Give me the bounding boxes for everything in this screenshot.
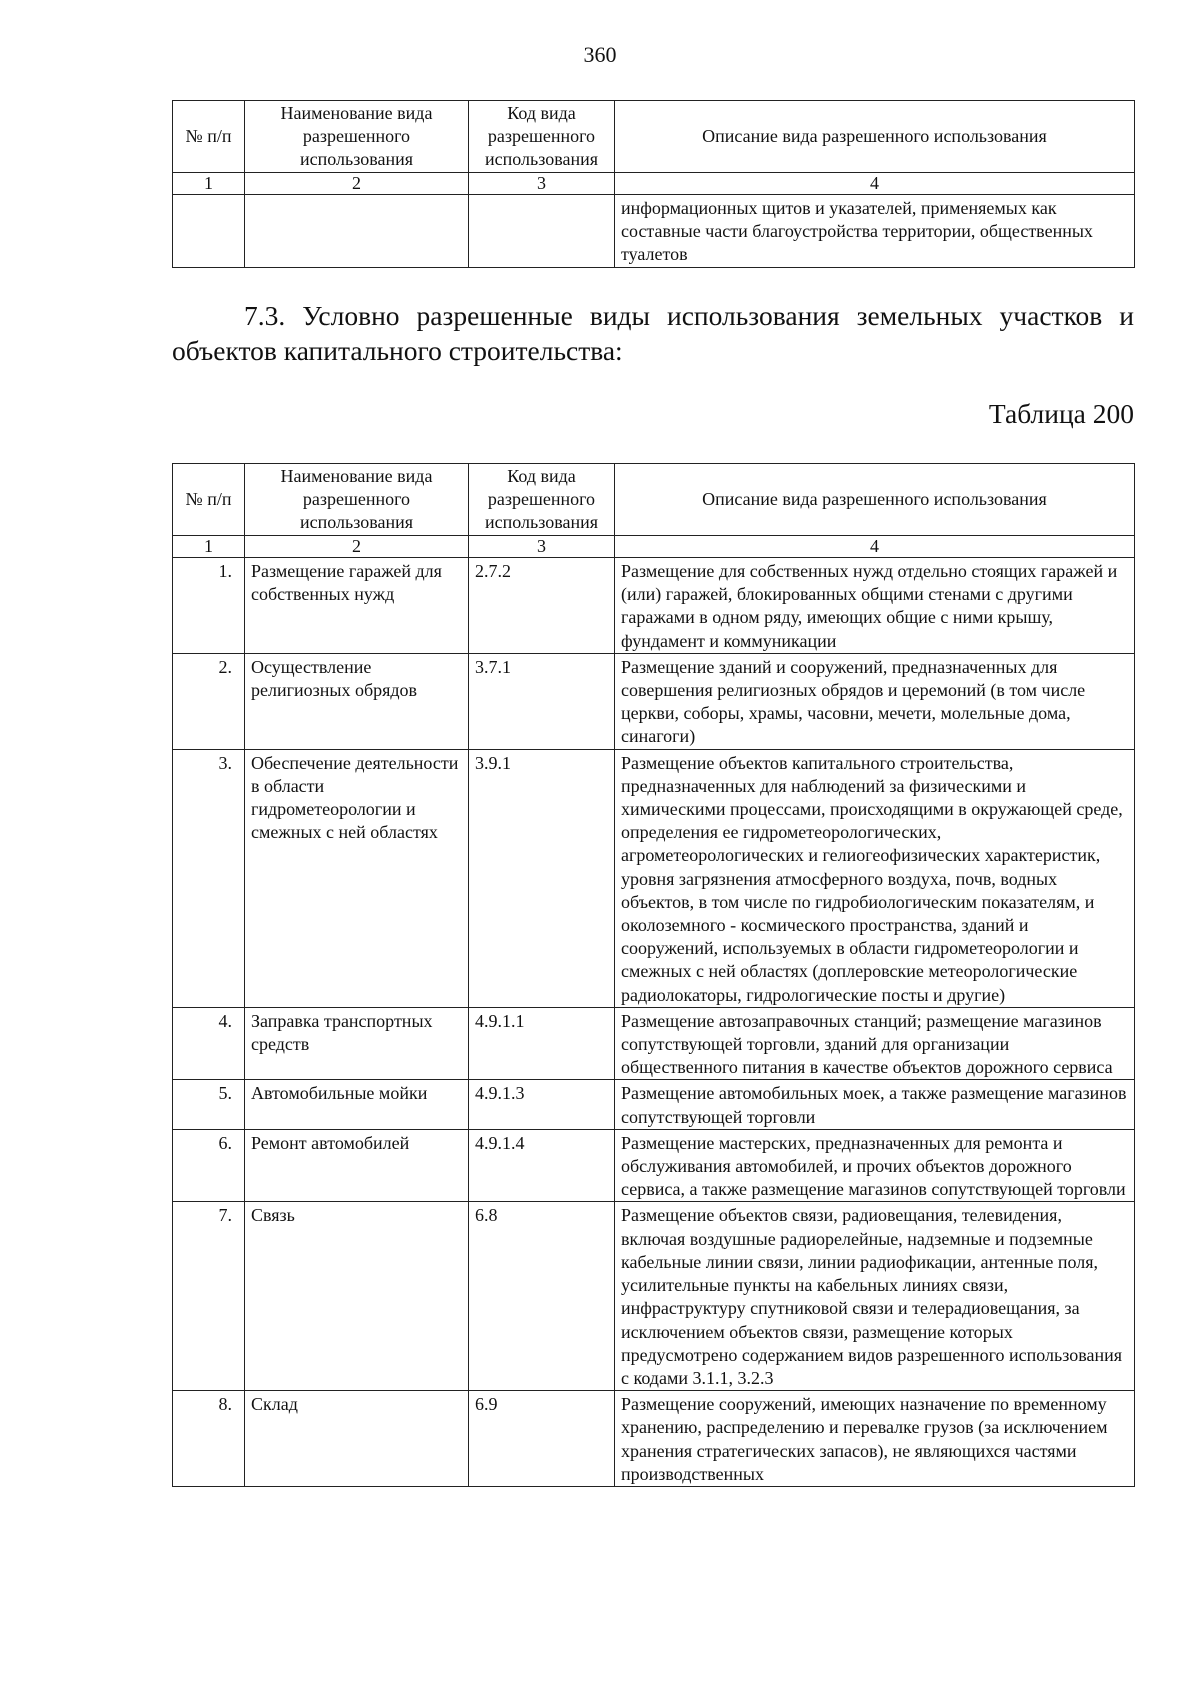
row-name: Осуществление религиозных обрядов bbox=[245, 653, 469, 749]
row-num: 3. bbox=[173, 749, 245, 1007]
row-num: 6. bbox=[173, 1129, 245, 1202]
column-number-row bbox=[173, 173, 1135, 195]
row-description: Размещение автозаправочных станций; размещение магазинов сопутствующей торговли, зданий для организации общественного питания в качестве объектов дорожного сервиса bbox=[615, 1007, 1135, 1080]
row-name: Ремонт автомобилей bbox=[245, 1129, 469, 1202]
row-code: 4.9.1.1 bbox=[469, 1007, 615, 1080]
row-description: Размещение зданий и сооружений, предназначенных для совершения религиозных обрядов и церемоний (в том числе церкви, соборы, храмы, часовни, мечети, молельные дома, синагоги) bbox=[615, 653, 1135, 749]
column-number: 1 bbox=[173, 536, 245, 558]
row-name: Автомобильные мойки bbox=[245, 1080, 469, 1129]
row-code: 4.9.1.4 bbox=[469, 1129, 615, 1202]
row-name: Обеспечение деятельности в области гидрометеорологии и смежных с ней областях bbox=[245, 749, 469, 1007]
row-description: Размещение автомобильных моек, а также размещение магазинов сопутствующей торговли bbox=[615, 1080, 1135, 1129]
table-row bbox=[173, 1007, 1135, 1080]
header-description: Описание вида разрешенного использования bbox=[615, 101, 1135, 173]
column-number-row bbox=[173, 536, 1135, 558]
column-number: 2 bbox=[245, 536, 469, 558]
permitted-use-table bbox=[172, 463, 1135, 1487]
table-row bbox=[173, 195, 1135, 268]
row-num bbox=[173, 195, 245, 268]
row-code: 4.9.1.3 bbox=[469, 1080, 615, 1129]
row-name: Заправка транспортных средств bbox=[245, 1007, 469, 1080]
section-heading bbox=[172, 298, 1134, 368]
table-row bbox=[173, 1080, 1135, 1129]
row-num: 2. bbox=[173, 653, 245, 749]
table-caption: Таблица 200 bbox=[988, 398, 1134, 429]
row-code: 3.9.1 bbox=[469, 749, 615, 1007]
row-description: Размещение сооружений, имеющих назначение по временному хранению, распределению и перевалке грузов (за исключением хранения стратегических запасов), не являющихся частями производственных bbox=[615, 1391, 1135, 1487]
row-description: Размещение объектов связи, радиовещания, телевидения, включая воздушные радиорелейные, надземные и подземные кабельные линии связи, линии радиофикации, антенные поля, усилительные пункты на кабельных линиях связи, инфраструктуру спутниковой связи и телерадиовещания, за исключением объектов связи, размещение которых предусмотрено содержанием видов разрешенного использования с кодами 3.1.1, 3.2.3 bbox=[615, 1202, 1135, 1391]
table-row bbox=[173, 558, 1135, 654]
column-number: 1 bbox=[173, 173, 245, 195]
row-num: 4. bbox=[173, 1007, 245, 1080]
column-number: 3 bbox=[469, 173, 615, 195]
row-description: Размещение мастерских, предназначенных для ремонта и обслуживания автомобилей, и прочих объектов дорожного сервиса, а также размещение магазинов сопутствующей торговли bbox=[615, 1129, 1135, 1202]
row-description: Размещение объектов капитального строительства, предназначенных для наблюдений за физическими и химическими процессами, происходящими в окружающей среде, определения ее гидрометеорологических, агрометеорологических и гелиогеофизических характеристик, уровня загрязнения атмосферного воздуха, почв, водных объектов, в том числе по гидробиологическим показателям, и околоземного - космического пространства, зданий и сооружений, используемых в области гидрометеорологии и смежных с ней областях (доплеровские метеорологические радиолокаторы, гидрологические посты и другие) bbox=[615, 749, 1135, 1007]
row-name bbox=[245, 195, 469, 268]
row-name: Склад bbox=[245, 1391, 469, 1487]
section-heading-text: 7.3. Условно разрешенные виды использования земельных участков и объектов капитального строительства: bbox=[172, 300, 1134, 366]
header-name: Наименование вида разрешенного использования bbox=[245, 464, 469, 536]
column-number: 3 bbox=[469, 536, 615, 558]
header-code: Код вида разрешенного использования bbox=[469, 464, 615, 536]
column-number: 4 bbox=[615, 536, 1135, 558]
continuation-table bbox=[172, 100, 1135, 268]
column-number: 4 bbox=[615, 173, 1135, 195]
table-header-row bbox=[173, 464, 1135, 536]
header-code: Код вида разрешенного использования bbox=[469, 101, 615, 173]
row-code: 6.8 bbox=[469, 1202, 615, 1391]
row-description: информационных щитов и указателей, применяемых как составные части благоустройства территории, общественных туалетов bbox=[615, 195, 1135, 268]
row-num: 8. bbox=[173, 1391, 245, 1487]
table-row bbox=[173, 1202, 1135, 1391]
row-name: Связь bbox=[245, 1202, 469, 1391]
row-num: 5. bbox=[173, 1080, 245, 1129]
table-row bbox=[173, 1129, 1135, 1202]
table-header-row bbox=[173, 101, 1135, 173]
row-name: Размещение гаражей для собственных нужд bbox=[245, 558, 469, 654]
header-name: Наименование вида разрешенного использования bbox=[245, 101, 469, 173]
header-description: Описание вида разрешенного использования bbox=[615, 464, 1135, 536]
table-row bbox=[173, 749, 1135, 1007]
header-num: № п/п bbox=[173, 101, 245, 173]
row-num: 7. bbox=[173, 1202, 245, 1391]
header-num: № п/п bbox=[173, 464, 245, 536]
row-code bbox=[469, 195, 615, 268]
row-num: 1. bbox=[173, 558, 245, 654]
row-description: Размещение для собственных нужд отдельно стоящих гаражей и (или) гаражей, блокированных общими стенами с другими гаражами в одном ряду, имеющих общие с ними крышу, фундамент и коммуникации bbox=[615, 558, 1135, 654]
page-number: 360 bbox=[583, 42, 617, 67]
table-row bbox=[173, 1391, 1135, 1487]
column-number: 2 bbox=[245, 173, 469, 195]
row-code: 3.7.1 bbox=[469, 653, 615, 749]
row-code: 2.7.2 bbox=[469, 558, 615, 654]
row-code: 6.9 bbox=[469, 1391, 615, 1487]
table-row bbox=[173, 653, 1135, 749]
